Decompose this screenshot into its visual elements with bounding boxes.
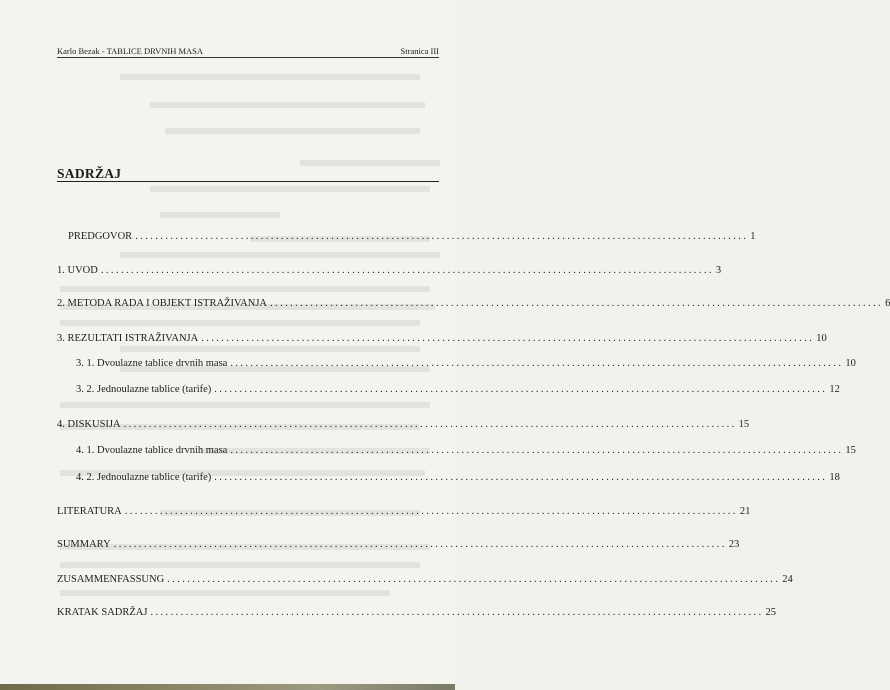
scan-edge-strip	[0, 684, 455, 690]
toc-entry-predgovor[interactable]	[68, 231, 756, 242]
toc-entry-label: SUMMARY	[57, 539, 111, 550]
dot-leader: ..........................................................................................................................	[113, 539, 727, 550]
toc-entry-diskusija-dvoulazne[interactable]	[76, 445, 856, 456]
toc-entry-page: 23	[728, 539, 740, 550]
toc-entry-label: KRATAK SADRŽAJ	[57, 607, 148, 618]
toc-entry-literatura[interactable]	[57, 506, 751, 517]
toc-entry-page: 25	[765, 607, 777, 618]
dot-leader: ..........................................................................................................................	[100, 265, 714, 276]
dot-leader: ..........................................................................................................................	[214, 472, 828, 483]
dot-leader: ..........................................................................................................................	[201, 333, 815, 344]
dot-leader: ..........................................................................................................................	[167, 574, 781, 585]
toc-entry-page: 10	[816, 333, 827, 344]
dot-leader: ..........................................................................................................................	[270, 298, 884, 309]
toc-entry-label: 3. REZULTATI ISTRAŽIVANJA	[57, 333, 199, 344]
title-rule	[57, 181, 439, 182]
toc-entry-label: PREDGOVOR	[68, 231, 133, 242]
toc-entry-label: 4. 2. Jednoulazne tablice (tarife)	[76, 472, 212, 483]
toc-entry-page: 24	[782, 574, 793, 585]
toc-entry-metoda-rada[interactable]	[57, 298, 890, 309]
header-rule	[57, 57, 439, 58]
toc-entry-page: 10	[845, 358, 856, 369]
toc-entry-diskusija[interactable]	[57, 419, 750, 430]
toc-entry-page: 15	[845, 445, 856, 456]
toc-entry-summary[interactable]	[57, 539, 740, 550]
toc-entry-label: 1. UVOD	[57, 265, 98, 276]
toc-entry-page: 15	[738, 419, 750, 430]
running-header	[57, 46, 439, 56]
toc-entry-label: ZUSAMMENFASSUNG	[57, 574, 165, 585]
page-title: SADRŽAJ	[57, 166, 122, 181]
header-book-title: Karlo Bezak - TABLICE DRVNIH MASA	[57, 46, 204, 56]
toc-entry-page: 3	[715, 265, 722, 276]
toc-entry-label: 4. 1. Dvoulazne tablice drvnih masa	[76, 445, 228, 456]
dot-leader: ..........................................................................................................................	[150, 607, 764, 618]
toc-entry-label: 2. METODA RADA I OBJEKT ISTRAŽIVANJA	[57, 298, 268, 309]
dot-leader: ..........................................................................................................................	[135, 231, 749, 242]
dot-leader: ..........................................................................................................................	[214, 384, 828, 395]
dot-leader: ..........................................................................................................................	[230, 445, 844, 456]
toc-entry-kratak-sadrzaj[interactable]	[57, 607, 777, 618]
toc-entry-rezultati-jednoulazne[interactable]	[76, 384, 840, 395]
toc-entry-label: 3. 2. Jednoulazne tablice (tarife)	[76, 384, 212, 395]
toc-entry-diskusija-jednoulazne[interactable]	[76, 472, 840, 483]
toc-entry-rezultati[interactable]	[57, 333, 827, 344]
dot-leader: ..........................................................................................................................	[230, 358, 844, 369]
toc-entry-page: 6	[885, 298, 890, 309]
toc-entry-zusammenfassung[interactable]	[57, 574, 793, 585]
dot-leader: ..........................................................................................................................	[124, 506, 738, 517]
toc-entry-rezultati-dvoulazne[interactable]	[76, 358, 856, 369]
toc-entry-page: 18	[829, 472, 840, 483]
toc-entry-page: 1	[750, 231, 756, 242]
toc-entry-label: LITERATURA	[57, 506, 122, 517]
toc-entry-page: 12	[829, 384, 840, 395]
toc-entry-label: 4. DISKUSIJA	[57, 419, 121, 430]
header-page-label: Stranica III	[400, 46, 439, 56]
toc-entry-page: 21	[739, 506, 751, 517]
toc-entry-label: 3. 1. Dvoulazne tablice drvnih masa	[76, 358, 228, 369]
dot-leader: ..........................................................................................................................	[123, 419, 737, 430]
toc-entry-uvod[interactable]	[57, 265, 722, 276]
